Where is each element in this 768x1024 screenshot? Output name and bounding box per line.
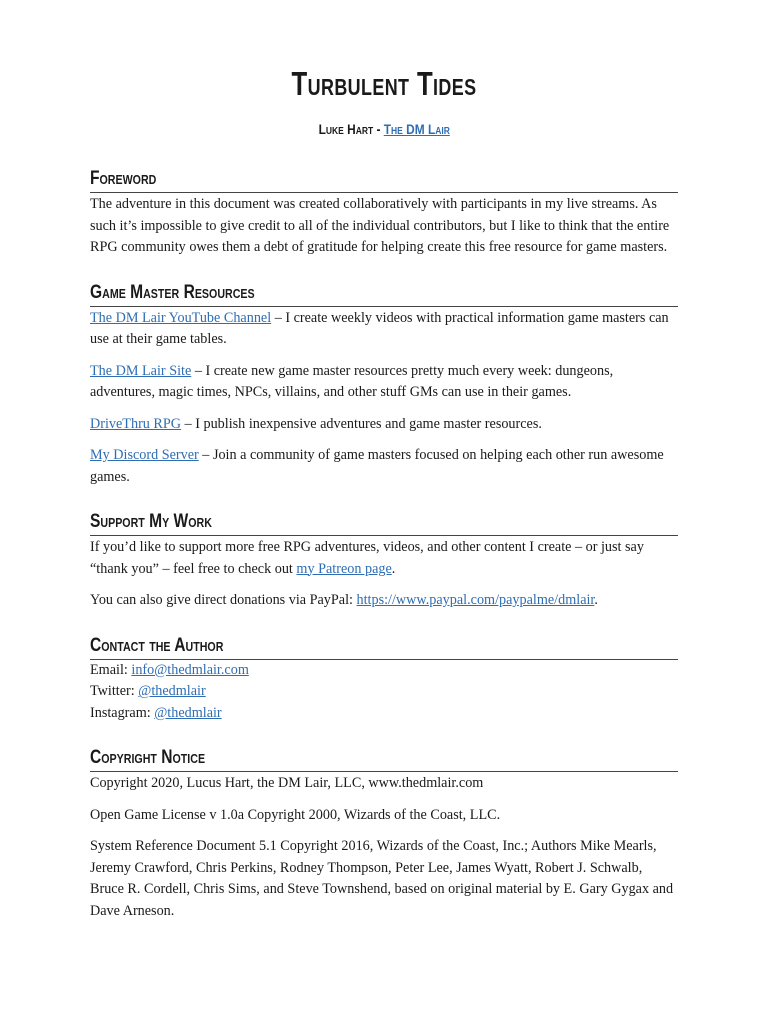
copyright-line-1: Copyright 2020, Lucus Hart, the DM Lair, LLC, www.thedmlair.com	[90, 775, 484, 791]
resources-section	[90, 281, 678, 489]
contact-section	[90, 634, 678, 725]
support-text	[90, 537, 678, 580]
resources-heading: Game Master Resources	[90, 281, 678, 307]
email-link[interactable]: info@thedmlair.com	[131, 661, 249, 678]
paypal-text	[90, 590, 678, 612]
support-text-body: If you’d like to support more free RPG adventures, videos, and other content I create – or just say “thank you” – feel free to check out	[90, 539, 644, 577]
paypal-link[interactable]: https://www.paypal.com/paypalme/dmlair	[356, 592, 595, 608]
author-name: Luke Hart	[318, 121, 373, 137]
resource-item-discord	[90, 445, 678, 488]
discord-server-link[interactable]: My Discord Server	[90, 447, 199, 463]
email-label: Email:	[90, 661, 132, 678]
resource-item-text: – I create new game master resources pretty much every week: dungeons, adventures, magic times, NPCs, villains, and other stuff GMs can use in their games.	[90, 362, 614, 400]
copyright-line-3: System Reference Document 5.1 Copyright 2016, Wizards of the Coast, Inc.; Authors Mike Mearls, Jeremy Crawford, Chris Perkins, Rodney Thompson, Peter Lee, James Wyatt, Robert J. Schwalb, Bruce R. Cordell, Chris Sims, and Steve Townshend, based on original material by E. Gary Gygax and Dave Arneson.	[90, 838, 674, 919]
drivethru-rpg-link[interactable]: DriveThru RPG	[90, 415, 182, 432]
instagram-label: Instagram:	[90, 704, 155, 721]
paypal-text-end: .	[594, 592, 598, 608]
resource-item-drivethru	[90, 414, 678, 436]
copyright-heading: Copyright Notice	[90, 746, 678, 772]
resource-item-text: – I publish inexpensive adventures and game master resources.	[181, 415, 542, 432]
document-title: Turbulent Tides	[291, 65, 477, 102]
foreword-text: The adventure in this document was created collaboratively with participants in my live streams. As such it’s impossible to give credit to all of the individual contributors, but I like to think that the entire RPG community owes them a debt of gratitude for helping create this free resource for game masters.	[90, 196, 670, 255]
foreword-heading: Foreword	[90, 167, 678, 193]
resource-item-youtube	[90, 308, 678, 351]
copyright-section	[90, 746, 678, 922]
contact-twitter	[90, 681, 678, 703]
dm-lair-link[interactable]: The DM Lair	[383, 121, 450, 137]
resource-item-site	[90, 361, 678, 404]
paypal-text-body: You can also give direct donations via PayPal:	[90, 592, 357, 608]
byline	[90, 119, 678, 139]
copyright-line-2: Open Game License v 1.0a Copyright 2000, Wizards of the Coast, LLC.	[90, 806, 501, 823]
foreword-section	[90, 167, 678, 259]
resource-item-text: – Join a community of game masters focused on helping each other run awesome games.	[90, 447, 664, 485]
patreon-link[interactable]: my Patreon page	[296, 560, 392, 577]
contact-heading: Contact the Author	[90, 634, 678, 660]
contact-email	[90, 660, 678, 682]
support-section	[90, 510, 678, 612]
contact-instagram	[90, 703, 678, 725]
youtube-channel-link[interactable]: The DM Lair YouTube Channel	[90, 309, 272, 326]
twitter-label: Twitter:	[90, 683, 139, 699]
support-text-end: .	[391, 560, 396, 577]
twitter-link[interactable]: @thedmlair	[138, 683, 206, 699]
byline-separator: -	[372, 121, 384, 137]
instagram-link[interactable]: @thedmlair	[154, 704, 222, 721]
dm-lair-site-link[interactable]: The DM Lair Site	[90, 362, 192, 379]
resource-item-text: – I create weekly videos with practical information game masters can use at their game tables.	[90, 309, 669, 347]
support-heading: Support My Work	[90, 510, 678, 536]
